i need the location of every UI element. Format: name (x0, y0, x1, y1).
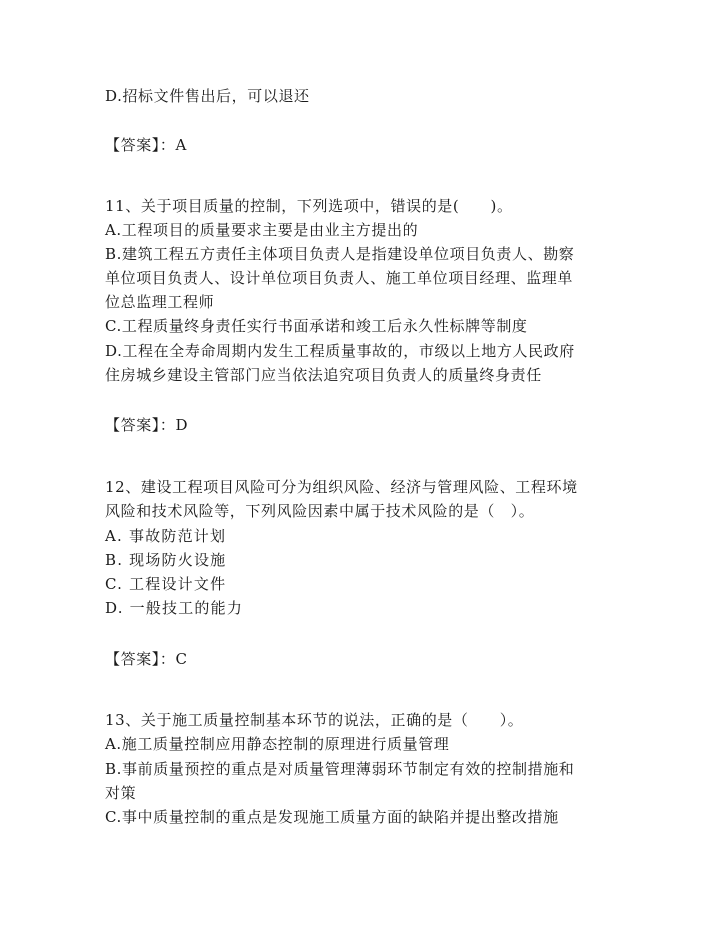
q11-stem: 11、关于项目质量的控制，下列选项中，错误的是( )。 (105, 197, 513, 215)
q11-option-a: A.工程项目的质量要求主要是由业主方提出的 (105, 221, 419, 239)
q13-option-b-line-2: 对策 (105, 784, 137, 802)
q12-option-c: C. 工程设计文件 (105, 575, 227, 593)
q11-answer: 【答案】：D (105, 416, 189, 434)
q11-option-b-line-3: 位总监理工程师 (105, 293, 215, 311)
q12-option-d: D. 一般技工的能力 (105, 599, 244, 617)
q11-option-b-line-1: B.建筑工程五方责任主体项目负责人是指建设单位项目负责人、勘察 (105, 245, 575, 263)
q13-option-a: A.施工质量控制应用静态控制的原理进行质量管理 (105, 735, 450, 753)
q13-option-b-line-1: B.事前质量预控的重点是对质量管理薄弱环节制定有效的控制措施和 (105, 760, 575, 778)
q13-stem: 13、关于施工质量控制基本环节的说法，正确的是（ ）。 (105, 711, 524, 729)
q11-option-b-line-2: 单位项目负责人、设计单位项目负责人、施工单位项目经理、监理单 (105, 269, 574, 287)
q10-option-d: D.招标文件售出后，可以退还 (105, 87, 310, 105)
q11-option-d-line-1: D.工程在全寿命周期内发生工程质量事故的，市级以上地方人民政府 (105, 342, 575, 360)
q12-answer: 【答案】：C (105, 650, 188, 668)
q11-option-c: C.工程质量终身责任实行书面承诺和竣工后永久性标牌等制度 (105, 317, 528, 335)
q12-option-a: A. 事故防范计划 (105, 527, 227, 545)
q12-stem-line-1: 12、建设工程项目风险可分为组织风险、经济与管理风险、工程环境 (105, 478, 578, 496)
q11-option-d-line-2: 住房城乡建设主管部门应当依法追究项目负责人的质量终身责任 (105, 366, 542, 384)
q10-answer: 【答案】：A (105, 136, 187, 154)
q12-stem-line-2: 风险和技术风险等，下列风险因素中属于技术风险的是（ ）。 (105, 502, 535, 520)
q13-option-c: C.事中质量控制的重点是发现施工质量方面的缺陷并提出整改措施 (105, 808, 559, 826)
q12-option-b: B. 现场防火设施 (105, 551, 227, 569)
